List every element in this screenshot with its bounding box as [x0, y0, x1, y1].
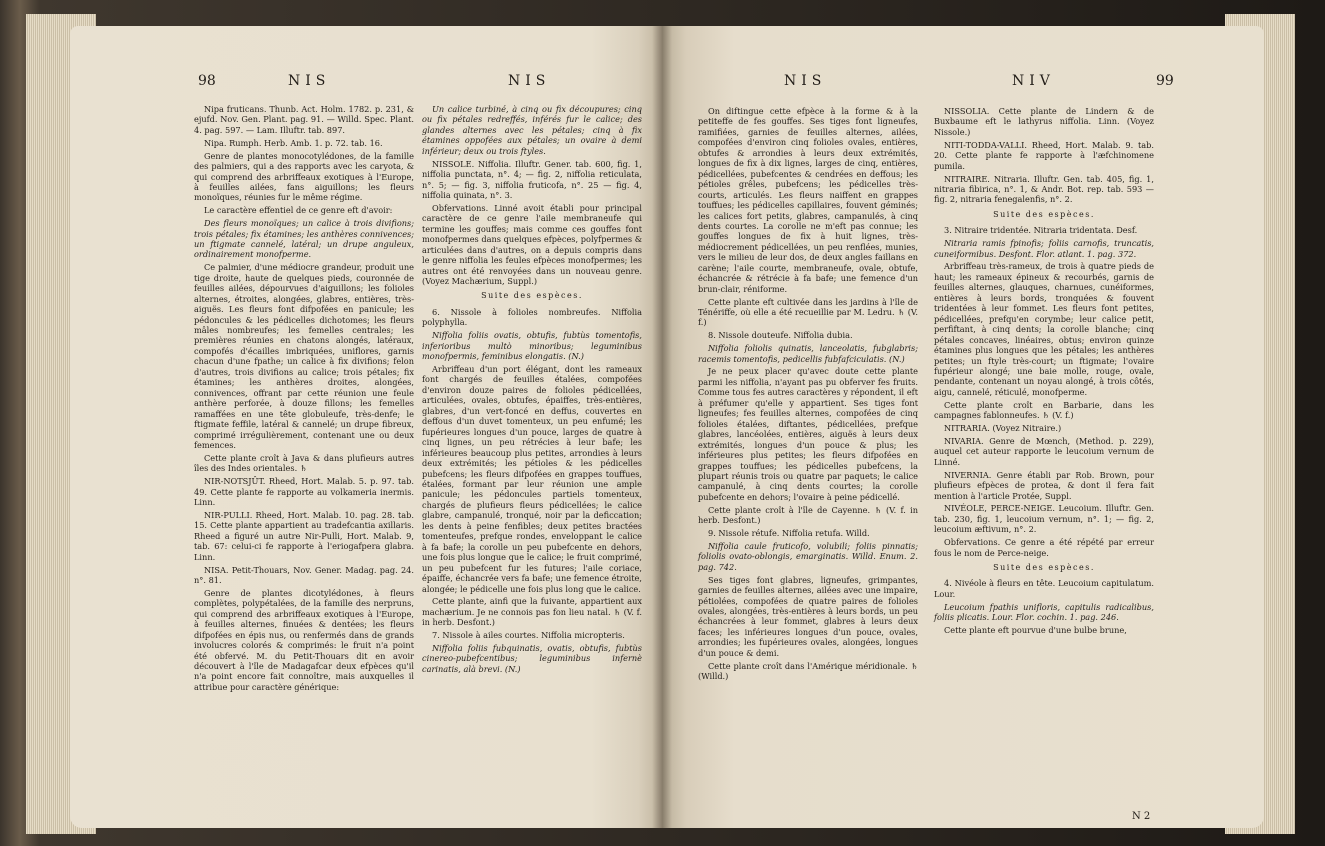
paragraph: NITRARIA. (Voyez Nitraire.): [944, 423, 1062, 434]
text-column-1: [698, 106, 918, 684]
paragraph: Nipa fruticans. Thunb. Act. Holm. 1782. p. 231, & ejufd. Nov. Gen. Plant. pag. 91. — Willd. Spec. Plant. 4. pag. 597. — Lam. Illuftr. tab. 897.: [194, 104, 414, 135]
paragraph: NIVERNIA. Genre établi par Rob. Brown, pour plufieurs efpèces de protea, & dont il fera fait mention à l'article Protée, Suppl.: [934, 469, 1154, 501]
paragraph: NIVÉOLE, PERCE-NEIGE. Leucoium. Illuftr. Gen. tab. 230, fig. 1, leucoium vernum, n°. 1; — fig. 2, leucoium æftivum, n°. 2.: [934, 503, 1154, 535]
paragraph: Je ne peux placer qu'avec doute cette plante parmi les niffolia, n'ayant pas pu obferver fes fruits. Comme tous fes autres caractères y répondent, il eft à préfumer qu'elle y appartient. Ses tiges font ligneufes; fes feuilles alternes, compofées de cinq folioles étalées, diftantes, pédicellées, prefque glabres, lancéolées, entières, aiguës à leurs deux extrémités, longues d'un pouce & plus; les inférieures plus petites; les fleurs difpofées en grappes touffues; les pédicelles pubefcens, la plupart réunis trois ou quatre par paquets; le calice campanulé, à cinq dents courtes; la corolle pubefcente en dehors; l'ovaire à peine pédicellé.: [698, 366, 918, 502]
paragraph: Le caractère effentiel de ce genre eft d'avoir:: [204, 205, 393, 216]
left-page: [70, 26, 662, 828]
paragraph: Ce palmier, d'une médiocre grandeur, produit une tige droite, haute de quelques pieds, couronnée de feuilles ailées, dépourvues d'aiguillons; les folioles alternes, étroites, alongées, glabres, entières, très-aiguës. Les fleurs font difpofées en panicule; les pédoncules & les pédicelles dichotomes; les fleurs mâles nombreufes; les femelles centrales; les premières réunies en chatons alongés, latéraux, compofés d'écailles imbriquées, uniflores, garnis chacun d'une fpathe; un calice à fix divifions; felon d'autres, trois divifions au calice; trois pétales; fix étamines; les anthères droites, alongées, connivences, offrant par cette réunion une feule anthère perforée, à douze fillons; les femelles ramaffées en une tête globuleufe, très-denfe; le ftigmate feffile, latéral & cannelé; un drupe fibreux, comprimé irrégulièrement, contenant une ou deux femences.: [194, 262, 414, 450]
paragraph: On diftingue cette efpèce à la forme & à la petiteffe de fes gouffes. Ses tiges font ligneufes, ramifiées, garnies de feuilles alternes, ailées, compofées d'environ cinq folioles ovales, entières, obtufes & arrondies à leurs deux extrémités, longues de fix à dix lignes, larges de cinq, entières, pédicellées, pubefcentes & cendrées en deffous; les pétioles grêles, pubefcens; les pédicelles très-courts, articulés. Les fleurs naiffent en grappes touffues; les pédicelles capillaires, fouvent géminés; les calices fort petits, glabres, campanulés, à cinq dents courtes. La corolle ne m'eft pas connue; les gouffes longues de fix à huit lignes, très-médiocrement pédicellées, un peu renflées, munies, vers le milieu de leur dos, de deux angles faillans en carène; l'aile courte, membraneufe, ovale, obtufe, échancrée & rétrécie à fa bafe; une femence d'un brun-clair, réniforme.: [698, 106, 918, 294]
paragraph: Niffolia foliis fubquinatis, ovatis, obtufis, fubtùs cinereo-pubefcentibus; leguminibus infernè carinatis, alà brevi. (N.): [422, 642, 642, 674]
signature-mark: N 2: [1132, 811, 1151, 822]
paragraph: 6. Nissole à folioles nombreufes. Niffolia polyphylla.: [422, 306, 642, 328]
paragraph: Genre de plantes monocotylédones, de la famille des palmiers, qui a des rapports avec les caryota, & qui comprend des arbriffeaux exotiques à l'Europe, à feuilles ailées, fans aiguillons; les fleurs monoïques, réunies fur le même régime.: [194, 150, 414, 203]
paragraph: Niffolia foliis ovatis, obtufis, fubtùs tomentofis, inferioribus multò minoribus; leguminibus monofpermis, feminibus elongatis. (N.): [422, 330, 642, 362]
paragraph: Cette plante croît à Java & dans plufieurs autres îles des Indes orientales. ♄: [194, 452, 414, 474]
paragraph: Des fleurs monoïques; un calice à trois divifions; trois pétales; fix étamines; les anthères connivences; un ftigmate cannelé, latéral; un drupe anguleux, ordinairement monofperme.: [194, 218, 414, 260]
paragraph: NIR-NOTSJÛT. Rheed, Hort. Malab. 5. p. 97. tab. 49. Cette plante fe rapporte au volkameria inermis. Linn.: [194, 476, 414, 508]
text-column-2: [422, 104, 642, 677]
text-column-2: [934, 106, 1154, 638]
section-heading: Suite des espèces.: [481, 291, 583, 301]
paragraph: Cette plante croît à l'île de Cayenne. ♄ (V. f. in herb. Desfont.): [698, 504, 918, 526]
paragraph: Leucoium fpathis unifloris, capitulis radicalibus, foliis plicatis. Lour. Flor. cochin. 1. pag. 246.: [934, 601, 1154, 623]
paragraph: Genre de plantes dicotylédones, à fleurs complètes, polypétalées, de la famille des nerpruns, qui comprend des arbriffeaux exotiques à l'Europe, à feuilles alternes, finuées & dentées; les fleurs difpofées en épis nus, ou renfermés dans de grands involucres colorés & comprimés: le fruit n'a point été obfervé. M. du Petit-Thouars dit en avoir découvert à l'île de Madagafcar deux efpèces qu'il n'a point encore fait connoître, mais auxquelles il attribue pour caractère générique:: [194, 587, 414, 692]
paragraph: Cette plante croît dans l'Amérique méridionale. ♄ (Willd.): [698, 660, 918, 682]
page-number: 98: [198, 73, 216, 89]
running-head: NIV: [1012, 73, 1055, 89]
paragraph: NISSOLE. Niffolia. Illuftr. Gener. tab. 600, fig. 1, niffolia punctata, n°. 4; — fig. 2, niffolia reticulata, n°. 5; — fig. 3, niffolia fruticofa, n°. 25 — fig. 4, niffolia quinata, n°. 3.: [422, 158, 642, 201]
paragraph: NIR-PULLI. Rheed, Hort. Malab. 10. pag. 28. tab. 15. Cette plante appartient au tradefcantia axillaris. Rheed a figuré un autre Nir-Pulli, Hort. Malab. 9, tab. 67: celui-ci fe rapporte à l'eriogafpera glabra. Linn.: [194, 509, 414, 562]
paragraph: Cette plante, ainfi que la fuivante, appartient aux machærium. Je ne connois pas fon lieu natal. ♄ (V. f. in herb. Desfont.): [422, 596, 642, 628]
text-column-1: [194, 104, 414, 695]
paragraph: 8. Nissole douteufe. Niffolia dubia.: [708, 330, 853, 341]
paragraph: NISA. Petit-Thouars, Nov. Gener. Madag. pag. 24. n°. 81.: [194, 564, 414, 585]
paragraph: Nipa. Rumph. Herb. Amb. 1. p. 72. tab. 16.: [204, 137, 383, 148]
paragraph: NIVARIA. Genre de Mœnch, (Method. p. 229), auquel cet auteur rapporte le leucoium vernum de Linné.: [934, 435, 1154, 467]
section-heading: Suite des espèces.: [993, 563, 1095, 573]
running-head: NIS: [508, 73, 551, 89]
paragraph: 9. Nissole rétufe. Niffolia retufa. Willd.: [708, 528, 870, 539]
gutter-shadow: [652, 26, 672, 828]
paragraph: Ses tiges font glabres, ligneufes, grimpantes, garnies de feuilles alternes, ailées avec une impaire, pétiolées, compofées de quatre paires de folioles ovales, alongées, très-entières à leurs bords, un peu échancrées à leur fommet, glabres à leurs deux faces; les inférieures longues d'un pouce, ovales, arrondies; les fupérieures ovales, alongées, longues d'un pouce & demi.: [698, 574, 918, 658]
paragraph: NITRAIRE. Nitraria. Illuftr. Gen. tab. 405, fig. 1, nitraria fibirica, n°. 1, & Andr. Bot. rep. tab. 593 — fig. 2, nitraria fenegalenfis, n°. 2.: [934, 173, 1154, 205]
paragraph: 4. Nivéole à fleurs en tête. Leucoium capitulatum. Lour.: [934, 578, 1154, 599]
paragraph: NISSOLIA. Cette plante de Lindern & de Buxbaume eft le lathyrus niffolia. Linn. (Voyez Nissole.): [934, 106, 1154, 137]
paragraph: Obfervations. Linné avoit établi pour principal caractère de ce genre l'aile membraneufe qui termine les gouffes; mais comme ces gouffes font monofpermes dans quelques efpèces, polyfpermes & articulées dans d'autres, on a depuis compris dans le genre niffolia les feules efpèces monofpermes; les autres ont été renvoyées dans un nouveau genre. (Voyez Machærium, Suppl.): [422, 202, 642, 287]
running-head: NIS: [784, 73, 827, 89]
paragraph: 7. Nissole à ailes courtes. Niffolia micropteris.: [432, 630, 625, 641]
paragraph: 3. Nitraire tridentée. Nitraria tridentata. Desf.: [944, 225, 1138, 236]
paragraph: Nitraria ramis fpinofis; foliis carnofis, truncatis, cuneiformibus. Desfont. Flor. atlant. 1. pag. 372.: [934, 238, 1154, 259]
paragraph: Niffolia foliolis quinatis, lanceolatis, fubglabris; racemis tomentofis, pedicellis fubfafciculatis. (N.): [698, 343, 918, 364]
running-head: NIS: [288, 73, 331, 89]
page-number: 99: [1156, 73, 1174, 89]
paragraph: Niffolia caule fruticofo, volubili; foliis pinnatis; foliolis ovato-oblongis, emarginatis. Willd. Enum. 2. pag. 742.: [698, 540, 918, 572]
paragraph: Cette plante eft cultivée dans les jardins à l'île de Ténériffe, où elle a été recueillie par M. Ledru. ♄ (V. f.): [698, 296, 918, 328]
paragraph: Cette plante croît en Barbarie, dans les campagnes fablonneufes. ♄ (V. f.): [934, 399, 1154, 421]
paragraph: Un calice turbiné, à cinq ou fix découpures; cinq ou fix pétales redreffés, inférés fur le calice; des glandes alternes avec les pétales; cinq à fix étamines oppofées aux pétales; un ovaire à demi inférieur; deux ou trois ftyles.: [422, 104, 642, 156]
paragraph: Obfervations. Ce genre a été répété par erreur fous le nom de Perce-neige.: [934, 537, 1154, 558]
section-heading: Suite des espèces.: [993, 209, 1095, 219]
paragraph: NITI-TODDA-VALLI. Rheed, Hort. Malab. 9. tab. 20. Cette plante fe rapporte à l'æfchinomene pumila.: [934, 139, 1154, 171]
paragraph: Arbriffeau très-rameux, de trois à quatre pieds de haut; les rameaux épineux & recourbés, garnis de feuilles alternes, glauques, charnues, cunéiformes, entières à leurs bords, tronquées & fouvent tridentées à leur fommet. Les fleurs font petites, pédicellées, prefqu'en corymbe; leur calice petit, perfiftant, à cinq dents; la corolle blanche; cinq pétales concaves, linéaires, obtus; environ quinze étamines plus longues que les pétales; les anthères petites; un ftyle très-court; un ftigmate; l'ovaire fupérieur alongé; une baie molle, rouge, ovale, pendante, contenant un noyau alongé, à trois côtés, aigu, cannelé, réticulé, monofperme.: [934, 261, 1154, 397]
paragraph: Arbriffeau d'un port élégant, dont les rameaux font chargés de feuilles étalées, compofées d'environ douze paires de folioles pédicellées, articulées, ovales, obtufes, épaiffes, très-entières, glabres, d'un vert-foncé en deffus, couvertes en deffous d'un duvet tomenteux, un peu enfumé; les fupérieures longues d'un pouce, larges de quatre à cinq lignes, un peu rétrécies à leur bafe; les inférieures beaucoup plus petites, arrondies à leurs deux extrémités; les pétioles & les pédicelles pubefcens; les fleurs difpofées en grappes touffues, étalées, formant par leur réunion une ample panicule; les pédoncules partiels tomenteux, chargés de plufieurs fleurs pédicellées; le calice glabre, campanulé, tronqué, noir par la deficcation; les dents à peine fenfibles; deux petites bractées tomenteufes, prefque rondes, enveloppant le calice à fa bafe; la corolle un peu pubefcente en dehors, une fois plus longue que le calice; le fruit comprimé, un peu pubefcent fur les futures; l'aile coriace, épaiffe, échancrée vers fa bafe; une femence étroite, alongée; le pédicelle une fois plus long que le calice.: [422, 363, 642, 594]
right-page: [662, 26, 1264, 828]
paragraph: Cette plante eft pourvue d'une bulbe brune,: [944, 625, 1127, 636]
